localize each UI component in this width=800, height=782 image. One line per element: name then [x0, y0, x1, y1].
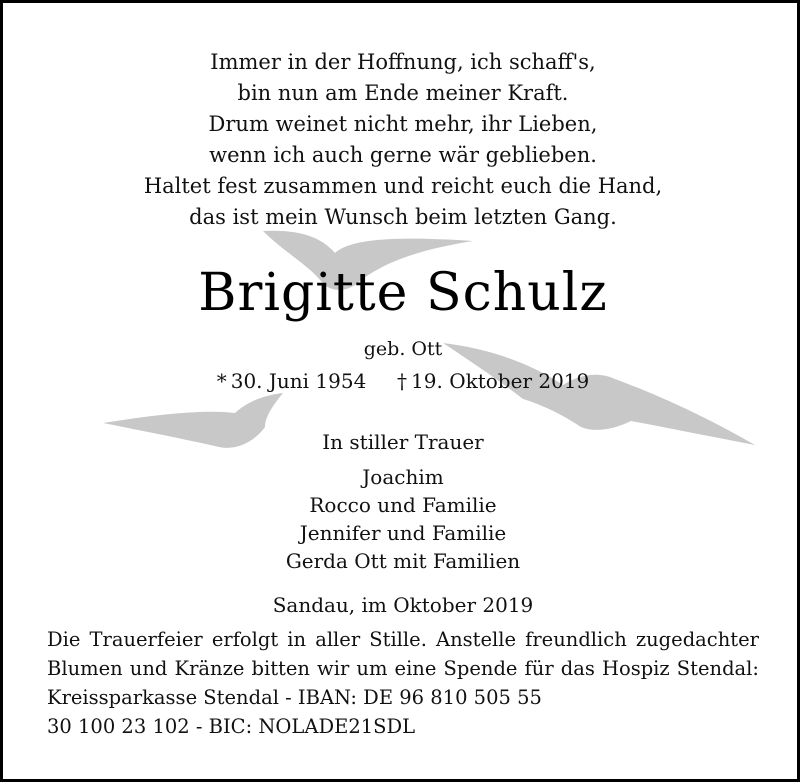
life-dates — [3, 367, 800, 395]
deceased-name: Brigitte Schulz — [198, 263, 608, 323]
place-date: Sandau, im Oktober 2019 — [272, 593, 534, 617]
birth-date: 30. Juni 1954 — [230, 369, 367, 393]
poem-line: Drum weinet nicht mehr, ihr Lieben, — [208, 112, 598, 136]
maiden-name: geb. Ott — [363, 338, 443, 360]
bank-details: 30 100 23 102 - BIC: NOLADE21SDL — [47, 715, 416, 738]
funeral-info: Die Trauerfeier erfolgt in aller Stille. Anstelle freundlich zugedachter Blumen und Kränze bitten wir um eine Spende für das Hospiz Stendal: Kreissparkasse Stendal - IBAN: DE 96 810 505 55 — [47, 628, 759, 709]
death-symbol: † — [397, 369, 408, 393]
mourners-list — [3, 463, 800, 575]
death-date: 19. Oktober 2019 — [411, 369, 590, 393]
mourner: Jennifer und Familie — [299, 521, 507, 545]
poem-line: wenn ich auch gerne wär geblieben. — [209, 143, 597, 167]
mourning-line: In stiller Trauer — [322, 430, 484, 454]
poem-line: bin nun am Ende meiner Kraft. — [237, 81, 569, 105]
poem — [3, 47, 800, 233]
poem-line: Haltet fest zusammen und reicht euch die Hand, — [143, 174, 663, 198]
mourner: Joachim — [362, 465, 444, 489]
birth-symbol: * — [216, 369, 227, 393]
mourner: Rocco und Familie — [309, 493, 497, 517]
poem-line: das ist mein Wunsch beim letzten Gang. — [189, 205, 617, 229]
poem-line: Immer in der Hoffnung, ich schaff's, — [210, 50, 596, 74]
mourner: Gerda Ott mit Familien — [285, 549, 521, 573]
